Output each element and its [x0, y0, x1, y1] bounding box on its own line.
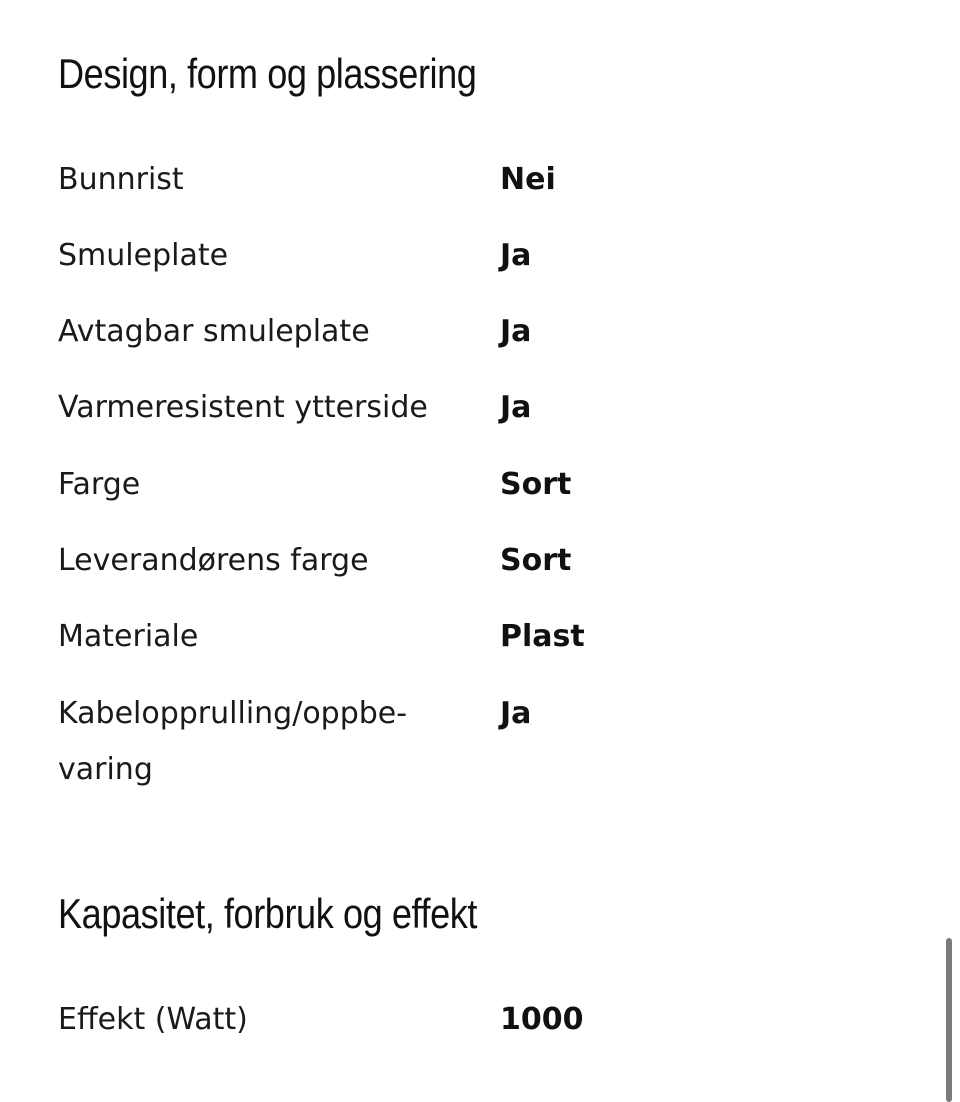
spec-label: Varmeresistent ytterside [58, 390, 428, 425]
spec-value: Ja [500, 696, 532, 731]
spec-value: 1000 [500, 1002, 584, 1037]
spec-row-effekt [58, 992, 918, 1048]
spec-label: Effekt (Watt) [58, 1002, 248, 1037]
spec-value: Ja [500, 390, 532, 425]
spec-row-farge [58, 457, 918, 513]
spec-value: Plast [500, 619, 585, 654]
spec-label: Farge [58, 467, 141, 502]
spec-label: Smuleplate [58, 238, 229, 273]
spec-row-varmeresistent-ytterside [58, 380, 918, 436]
spec-label: Leverandørens farge [58, 543, 369, 578]
spec-label: Materiale [58, 619, 199, 654]
spec-value: Ja [500, 314, 532, 349]
spec-value: Nei [500, 162, 556, 197]
spec-label: Kabelopprulling/oppbe-varing [58, 696, 408, 787]
spec-value: Ja [500, 238, 532, 273]
spec-row-bunnrist [58, 152, 918, 208]
section-title-kapasitet: Kapasitet, forbruk og effekt [58, 890, 477, 937]
spec-row-materiale [58, 609, 918, 665]
spec-row-leverandorens-farge [58, 533, 918, 589]
spec-label: Bunnrist [58, 162, 184, 197]
spec-value: Sort [500, 543, 572, 578]
spec-label: Avtagbar smuleplate [58, 314, 370, 349]
spec-row-smuleplate [58, 228, 918, 284]
spec-value: Sort [500, 467, 572, 502]
scrollbar-thumb[interactable] [946, 938, 952, 1102]
section-title-design: Design, form og plassering [58, 50, 477, 97]
spec-row-kabelopprulling [58, 686, 918, 798]
spec-row-avtagbar-smuleplate [58, 304, 918, 360]
